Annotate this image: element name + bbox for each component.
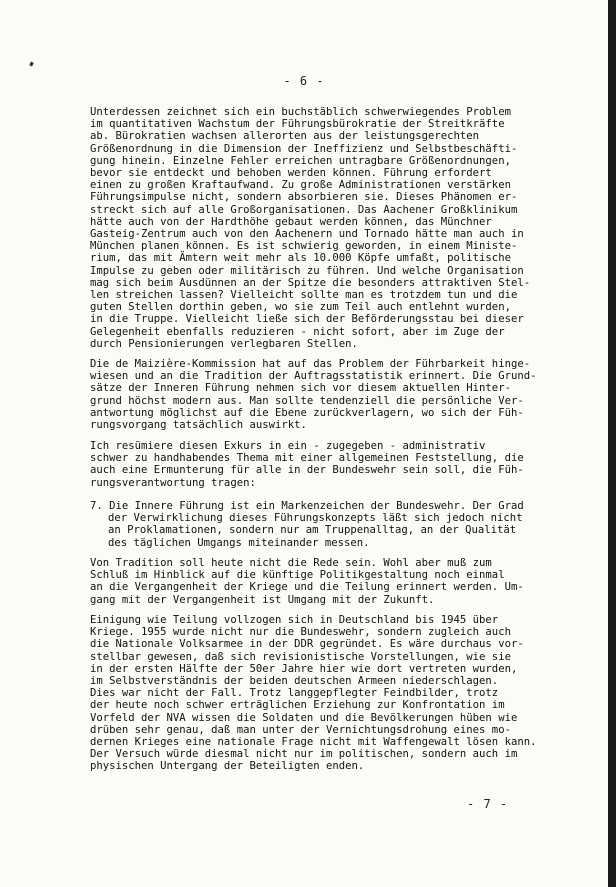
text-line: Die de Maizière-Kommission hat auf das Problem der Führbarkeit hinge- — [90, 358, 531, 370]
paragraph-maiziere-commission — [90, 358, 590, 431]
text-line: ab. Bürokratien wachsen allerorten aus der leistungsgerechten — [90, 130, 480, 143]
paragraph-unification — [90, 614, 590, 773]
text-line: Von Tradition soll heute nicht die Rede sein. Wohl aber muß zum — [90, 557, 492, 569]
text-line: des täglichen Umgangs miteinander messen. — [108, 536, 370, 549]
text-line: streckt sich auf alle Großorganisationen. Das Aachener Großklinikum — [90, 203, 518, 216]
text-line: Vorfeld der NVA wissen die Soldaten und die Bevölkerungen hüben wie — [90, 711, 518, 724]
text-line: an Proklamationen, sondern nur am Truppenalltag, an der Qualität — [108, 524, 517, 537]
text-line: Gasteig-Zentrum auch von den Aachenern und Tornado hätte man auch in — [90, 228, 524, 241]
text-line: im quantitativen Wachstum der Führungsbürokratie der Streitkräfte — [90, 118, 505, 131]
text-line: Der Versuch würde diesmal nicht nur im politischen, sondern auch im — [90, 748, 518, 761]
text-line: drüben sehr genau, daß man unter der Vernichtungsdrohung eines mo- — [90, 723, 511, 736]
text-line: Führungsimpulse nicht, sondern absorbieren sie. Dieses Phänomen er- — [90, 191, 518, 204]
text-line: Schluß im Hinblick auf die künftige Politikgestaltung noch einmal — [90, 569, 505, 582]
thesis-7 — [90, 500, 590, 549]
text-line: bevor sie entdeckt und behoben werden können. Führung erfordert — [90, 167, 492, 180]
text-line: mag sich beim Ausdünnen an der Spitze die besonders attraktiven Stel- — [90, 276, 531, 289]
text-line: Größenordnung in die Dimension der Ineffizienz und Selbstbeschäfti- — [90, 142, 518, 155]
text-line: München planen können. Es ist schwierig geworden, in einem Ministe- — [90, 240, 518, 253]
text-line: Kriege. 1955 wurde nicht nur die Bundeswehr, sondern zugleich auch — [90, 626, 511, 639]
text-line: in die Truppe. Vielleicht ließe sich der Beförderungsstau bei dieser — [90, 313, 524, 326]
paragraph-summary — [90, 440, 590, 489]
text-line: im Selbstverständnis der beiden deutschen Armeen niederschlagen. — [90, 675, 499, 688]
text-line: rungsvorgang tatsächlich auswirkt. — [90, 419, 307, 432]
text-line: Einigung wie Teilung vollzogen sich in Deutschland bis 1945 über — [90, 614, 499, 626]
text-line: rungsverantwortung tragen: — [90, 476, 256, 489]
text-line: gang mit der Vergangenheit ist Umgang mit der Zukunft. — [90, 593, 435, 606]
text-line: durch Pensionierungen verlegbaren Stellen. — [90, 337, 358, 350]
text-line: len streichen lassen? Vielleicht sollte man es trotzdem tun und die — [90, 289, 518, 302]
text-line: guten Stellen dorthin geben, wo sie zum Teil auch entlehnt wurden, — [90, 301, 511, 314]
text-line: gung hinein. Einzelne Fehler erreichen untragbare Größenordnungen, — [90, 154, 511, 167]
text-line: auch eine Ermunterung für alle in der Bundeswehr sein soll, die Füh- — [90, 464, 524, 477]
paragraph-bureaucracy — [90, 106, 590, 350]
text-line: wiesen und an die Tradition der Auftragsstatistik erinnert. Die Grund- — [90, 370, 537, 383]
text-line: der heute noch schwer erträglichen Erziehung zur Konfrontation im — [90, 699, 505, 712]
text-line: Impulse zu geben oder militärisch zu führen. Und welche Organisation — [90, 264, 524, 277]
text-line: die Nationale Volksarmee in der DDR gegründet. Es wäre durchaus vor- — [90, 638, 524, 651]
text-line: rium, das mit Ämtern weit mehr als 10.000 Köpfe umfaßt, politische — [90, 252, 511, 265]
text-line: der Verwirklichung dieses Führungskonzepts läßt sich jedoch nicht — [108, 512, 523, 525]
text-line: Dies war nicht der Fall. Trotz langgepflegter Feindbilder, trotz — [90, 687, 499, 700]
next-page-marker: - 7 - — [467, 797, 509, 811]
paragraph-tradition — [90, 557, 590, 606]
text-line: antwortung möglichst auf die Ebene zurückverlagern, wo sich der Füh- — [90, 406, 524, 419]
text-line: an die Vergangenheit der Kriege und die Teilung erinnert werden. Um- — [90, 581, 524, 594]
text-line: 7. Die Innere Führung ist ein Markenzeichen der Bundeswehr. Der Grad — [90, 500, 524, 512]
text-line: Unterdessen zeichnet sich ein buchstäblich schwerwiegendes Problem — [90, 106, 511, 118]
text-line: schwer zu handhabendes Thema mit einer allgemeinen Feststellung, die — [90, 452, 524, 465]
text-line: sätze der Inneren Führung nehmen sich vor diesem aktuellen Hinter- — [90, 382, 511, 395]
scan-speck — [29, 62, 33, 67]
text-line: in der ersten Hälfte der 50er Jahre hier wie dort vertreten wurden, — [90, 662, 518, 675]
text-line: einen zu großen Kraftaufwand. Zu große Administrationen verstärken — [90, 179, 511, 192]
text-line: Gelegenheit ebenfalls reduzieren - nicht sofort, aber im Zuge der — [90, 325, 505, 338]
text-line: Ich resümiere diesen Exkurs in ein - zugegeben - administrativ — [90, 440, 486, 452]
text-line: grund höchst modern aus. Man sollte tendenziell die persönliche Ver- — [90, 394, 524, 407]
text-line: stellbar gewesen, daß sich revisionistische Vorstellungen, wie sie — [90, 650, 511, 663]
page-number: - 6 - — [283, 74, 325, 88]
text-line: physischen Untergang der Beteiligten enden. — [90, 760, 365, 773]
text-line: dernen Krieges eine nationale Frage nicht mit Waffengewalt lösen kann. — [90, 736, 537, 749]
text-line: hätte auch von der Hardthöhe gebaut werden können, das Münchner — [90, 215, 492, 228]
